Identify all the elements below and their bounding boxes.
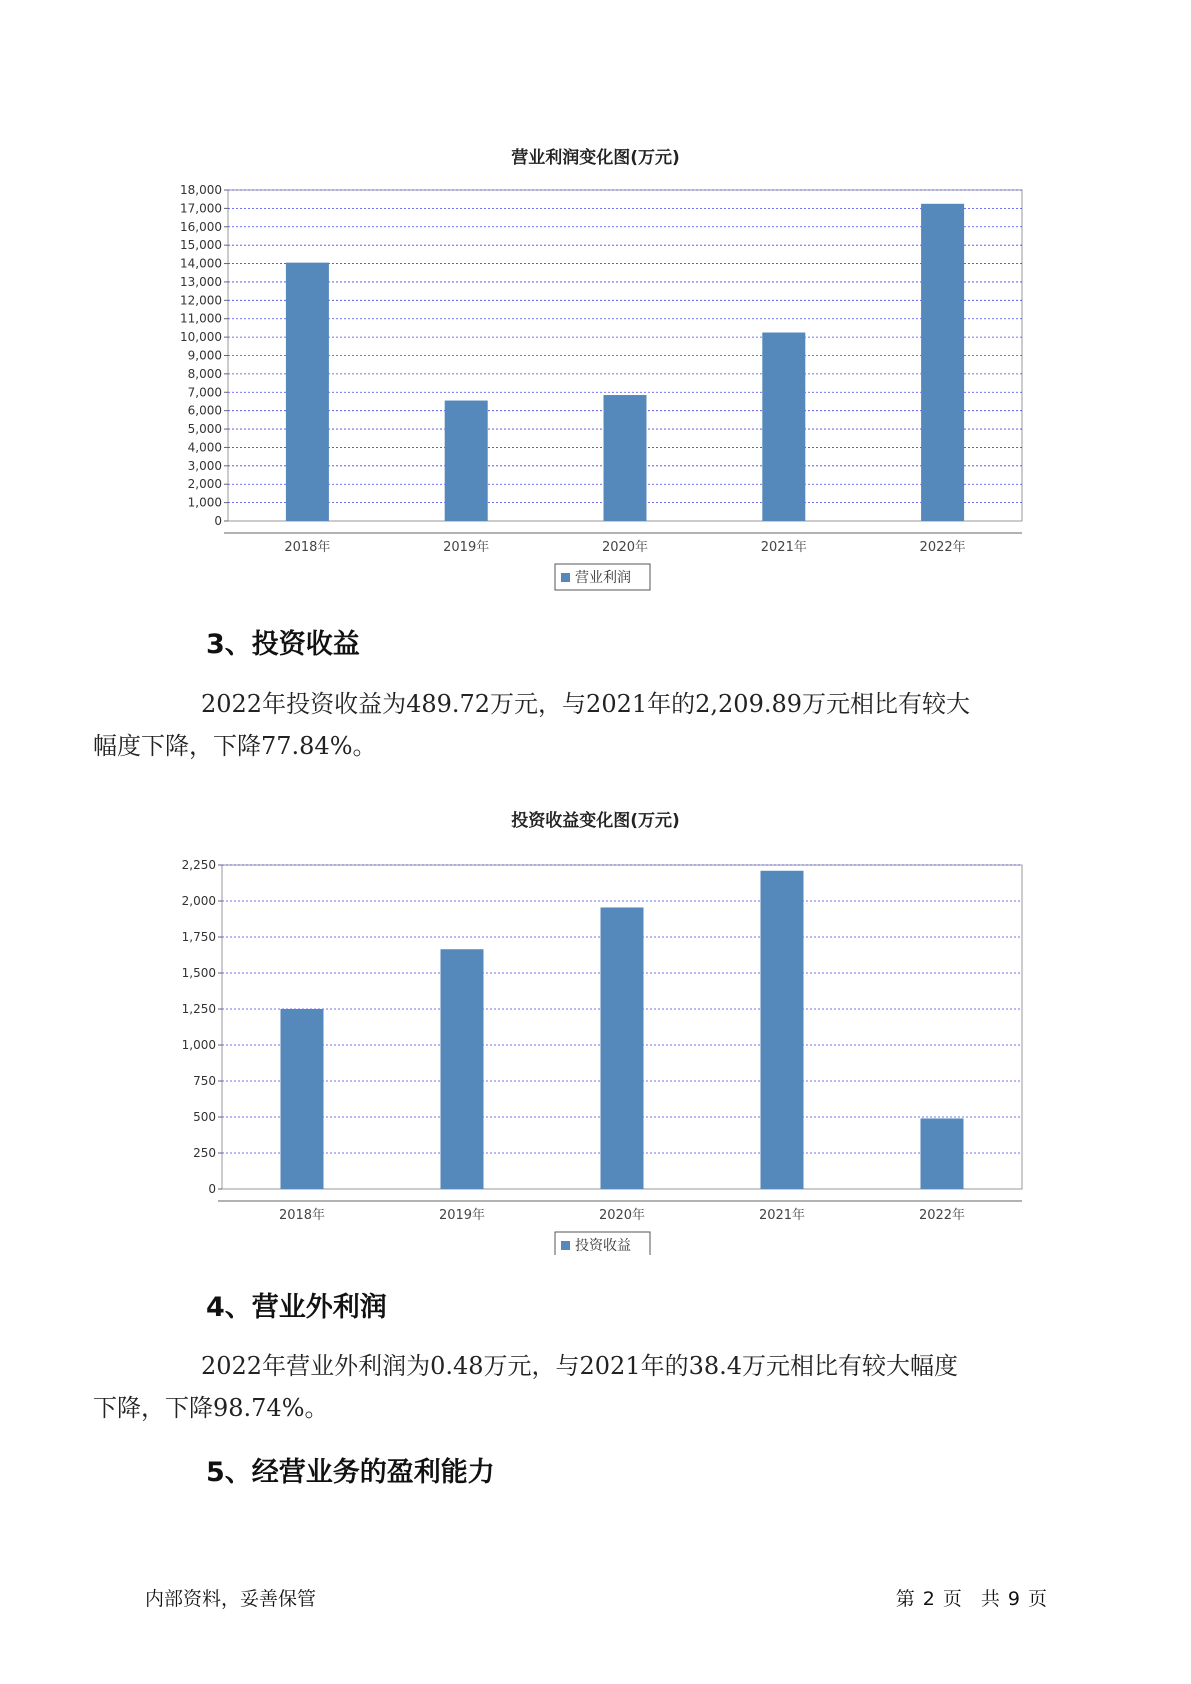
y-tick-label: 3,000 — [187, 458, 222, 473]
y-tick-label: 9,000 — [187, 348, 222, 363]
y-tick-label: 1,500 — [181, 966, 216, 980]
y-tick-label: 7,000 — [187, 385, 222, 400]
x-tick-label: 2020年 — [601, 540, 649, 555]
y-tick-label: 0 — [214, 514, 222, 528]
chart2-title: 投资收益变化图(万元) — [511, 811, 680, 831]
legend-label: 营业利润 — [575, 570, 631, 586]
y-tick-label: 17,000 — [180, 201, 222, 216]
footer-confidential-note: 内部资料，妥善保管 — [145, 1588, 317, 1610]
bar — [761, 871, 804, 1189]
x-tick-label: 2022年 — [919, 540, 966, 555]
x-tick-label: 2021年 — [758, 1208, 806, 1223]
section3-paragraph — [93, 683, 1047, 767]
page-suffix: 页 — [1027, 1588, 1047, 1610]
y-tick-label: 1,000 — [187, 495, 222, 510]
y-tick-label: 8,000 — [187, 366, 222, 381]
y-tick-label: 14,000 — [180, 256, 222, 271]
bar — [762, 333, 805, 521]
section3-line2: 幅度下降，下降77.84%。 — [93, 732, 377, 760]
y-tick-label: 6,000 — [187, 403, 222, 418]
operating-profit-chart — [0, 170, 1191, 640]
footer-page-number — [892, 1584, 1051, 1611]
bar — [441, 949, 484, 1189]
y-tick-label: 2,000 — [187, 477, 222, 492]
page-total: 9 — [1007, 1588, 1020, 1610]
y-tick-label: 15,000 — [180, 238, 222, 253]
y-tick-label: 500 — [193, 1110, 216, 1124]
section4-paragraph — [93, 1345, 1047, 1429]
y-tick-label: 750 — [193, 1074, 216, 1088]
x-tick-label: 2020年 — [598, 1208, 646, 1223]
section4-line2: 下降，下降98.74%。 — [93, 1394, 329, 1422]
bar — [281, 1009, 324, 1189]
x-tick-label: 2022年 — [918, 1208, 966, 1223]
x-tick-label: 2019年 — [443, 540, 490, 555]
section4-line1: 2022年营业外利润为0.48万元，与2021年的38.4万元相比有较大幅度 — [201, 1352, 959, 1380]
y-tick-label: 10,000 — [180, 330, 222, 345]
bar — [921, 204, 964, 521]
legend-swatch — [561, 1241, 570, 1250]
bar — [445, 401, 488, 521]
y-tick-label: 1,000 — [181, 1038, 216, 1052]
y-tick-label: 2,000 — [181, 894, 216, 908]
chart1-title: 营业利润变化图(万元) — [511, 148, 680, 168]
y-tick-label: 4,000 — [187, 440, 222, 455]
y-tick-label: 1,750 — [181, 930, 216, 944]
y-tick-label: 12,000 — [180, 293, 222, 308]
y-tick-label: 0 — [208, 1182, 216, 1196]
y-tick-label: 18,000 — [180, 183, 222, 197]
page-mid: 页 共 — [942, 1588, 1000, 1610]
section3-line1: 2022年投资收益为489.72万元，与2021年的2,209.89万元相比有较大 — [201, 690, 971, 718]
bar — [601, 907, 644, 1189]
legend-label: 投资收益 — [575, 1238, 631, 1254]
bar — [921, 1118, 964, 1189]
y-tick-label: 5,000 — [187, 422, 222, 437]
y-tick-label: 250 — [193, 1146, 216, 1160]
page-current: 2 — [922, 1588, 935, 1610]
investment-income-chart — [0, 835, 1191, 1255]
bar — [604, 395, 647, 521]
x-tick-label: 2021年 — [760, 540, 807, 555]
y-tick-label: 11,000 — [180, 311, 222, 326]
y-tick-label: 1,250 — [181, 1002, 216, 1016]
bar — [286, 263, 329, 521]
section5-heading: 5、经营业务的盈利能力 — [206, 1457, 495, 1488]
x-tick-label: 2018年 — [284, 540, 331, 555]
y-tick-label: 13,000 — [180, 274, 222, 289]
y-tick-label: 16,000 — [180, 219, 222, 234]
y-tick-label: 2,250 — [181, 858, 216, 872]
x-tick-label: 2019年 — [438, 1208, 486, 1223]
x-tick-label: 2018年 — [278, 1208, 326, 1223]
section3-heading: 3、投资收益 — [206, 629, 360, 660]
legend-swatch — [561, 573, 570, 582]
section4-heading: 4、营业外利润 — [206, 1292, 387, 1323]
page-prefix: 第 — [895, 1588, 915, 1610]
